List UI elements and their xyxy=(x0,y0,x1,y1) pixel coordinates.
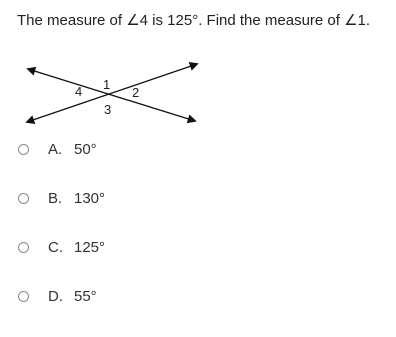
option-value: 50° xyxy=(74,140,97,158)
option-b[interactable] xyxy=(18,187,105,209)
option-a[interactable] xyxy=(18,138,97,160)
radio-button-icon[interactable] xyxy=(18,193,29,204)
option-letter: C. xyxy=(48,238,63,256)
option-c[interactable] xyxy=(18,236,105,258)
option-value: 130° xyxy=(74,189,106,207)
option-letter: A. xyxy=(48,140,63,158)
angle-label-1: 1 xyxy=(103,77,111,92)
option-value: 55° xyxy=(74,287,97,305)
radio-button-icon[interactable] xyxy=(18,291,29,302)
option-letter: B. xyxy=(48,189,63,207)
angle-label-2: 2 xyxy=(132,85,140,100)
angle-label-4: 4 xyxy=(75,84,83,99)
angle-label-3: 3 xyxy=(104,102,112,117)
option-d[interactable] xyxy=(18,285,97,307)
radio-button-icon[interactable] xyxy=(18,144,29,155)
option-letter: D. xyxy=(48,287,63,305)
option-value: 125° xyxy=(74,238,106,256)
radio-button-icon[interactable] xyxy=(18,242,29,253)
question-text: The measure of ∠4 is 125°. Find the measure of ∠1. xyxy=(17,12,371,29)
